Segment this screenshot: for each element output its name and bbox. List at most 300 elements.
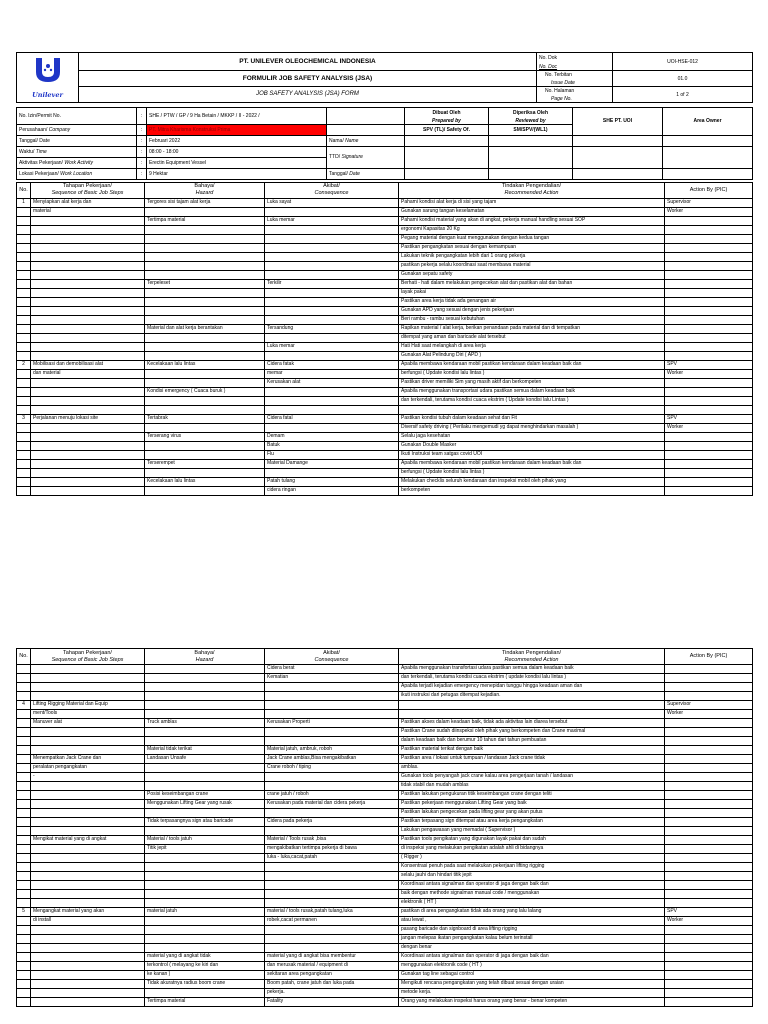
- activity-value: Erectin Equipment Vessel: [147, 157, 327, 168]
- row-pic: [665, 971, 753, 980]
- row-action: Gunakan sepatu safety: [399, 270, 665, 279]
- table-row: [17, 234, 753, 243]
- row-hazard: Tertabrak: [145, 414, 265, 423]
- row-action: Diversif safety driving ( Perilaku mengemudi yg dapat menghindarkan masalah ): [399, 423, 665, 432]
- row-pic: [665, 953, 753, 962]
- row-consequence: sekitaran area pengangkatan: [265, 971, 399, 980]
- row-hazard: [145, 234, 265, 243]
- row-no: [17, 827, 31, 836]
- row-step: [31, 683, 145, 692]
- row-step: Manuver alat: [31, 719, 145, 728]
- table-row: [17, 944, 753, 953]
- row-action: Pastikan terpasang sign ditempat atau area kerja pengangkatan: [399, 818, 665, 827]
- row-consequence: Material jatuh, ambruk, roboh: [265, 746, 399, 755]
- row-step: dan material: [31, 369, 145, 378]
- row-consequence: Cidera pada pekerja: [265, 818, 399, 827]
- row-step: [31, 665, 145, 674]
- row-step: [31, 800, 145, 809]
- meta-label-en: Page No.: [551, 95, 572, 102]
- row-consequence: Demam: [265, 432, 399, 441]
- row-action: Apabila membawa kendaraan mobil pastikan kendaraan dalam keadaan baik dan: [399, 360, 665, 369]
- row-action: ikuti instruksi dari petugas ditempat kejadian.: [399, 692, 665, 701]
- table-row: [17, 405, 753, 414]
- meta-label-en: No. Doc: [539, 63, 558, 70]
- row-no: [17, 369, 31, 378]
- prepared-by-role: SPV (TL)/ Safety Of.: [405, 124, 489, 135]
- row-pic: [665, 252, 753, 261]
- row-hazard: [145, 917, 265, 926]
- row-step: [31, 486, 145, 495]
- row-no: [17, 486, 31, 495]
- row-hazard: [145, 288, 265, 297]
- table-row: [17, 881, 753, 890]
- table-row: [17, 845, 753, 854]
- row-hazard: [145, 342, 265, 351]
- row-action: Gunakan tools penyangah jack crane kalau area pengerjaan tanah / landasan: [399, 773, 665, 782]
- row-hazard: [145, 351, 265, 360]
- row-pic: [665, 270, 753, 279]
- row-no: [17, 297, 31, 306]
- row-pic: [665, 378, 753, 387]
- row-consequence: Material Damange: [265, 459, 399, 468]
- row-no: [17, 818, 31, 827]
- table-row: [17, 737, 753, 746]
- row-pic: [665, 351, 753, 360]
- row-step: [31, 378, 145, 387]
- permit-value: SHE / PTW / GP / 9 Ha Betain / MKKP / II - 2022 /: [147, 108, 327, 125]
- row-consequence: [265, 468, 399, 477]
- row-pic: Worker: [665, 423, 753, 432]
- row-no: [17, 845, 31, 854]
- table-row: [17, 342, 753, 351]
- row-no: [17, 800, 31, 809]
- row-no: [17, 953, 31, 962]
- row-action: menggunakan elektronik code ( HT ): [399, 962, 665, 971]
- table-row: [17, 477, 753, 486]
- row-no: [17, 773, 31, 782]
- row-step: [31, 315, 145, 324]
- row-consequence: [265, 863, 399, 872]
- col-no: No.: [17, 182, 31, 198]
- row-hazard: [145, 450, 265, 459]
- row-no: [17, 935, 31, 944]
- row-action: baik dengan methode signalman manual code / menggunakan: [399, 890, 665, 899]
- row-step: [31, 782, 145, 791]
- row-hazard: Terserang virus: [145, 432, 265, 441]
- table-row: [17, 917, 753, 926]
- row-step: material: [31, 207, 145, 216]
- row-pic: [665, 477, 753, 486]
- row-action: selalu jauhi dan hindari titik jepit: [399, 872, 665, 881]
- row-no: [17, 728, 31, 737]
- prepared-by-label: Dibuat Oleh: [405, 108, 489, 118]
- row-consequence: [265, 306, 399, 315]
- row-pic: [665, 872, 753, 881]
- row-step: [31, 962, 145, 971]
- row-step: Mengangkat material yang akan: [31, 908, 145, 917]
- row-action: Gunakan Alat Pelindung Diri ( APD ): [399, 351, 665, 360]
- row-no: [17, 405, 31, 414]
- row-action: Pastikan material terikat dengan baik: [399, 746, 665, 755]
- col-step: Tahapan Pekerjaan/ Sequence of Basic Job Steps: [31, 182, 145, 198]
- table-row: [17, 351, 753, 360]
- row-no: [17, 333, 31, 342]
- row-hazard: [145, 306, 265, 315]
- document-header: [16, 52, 753, 103]
- row-action: dan terkendali, terutama kondisi cuaca ekstrim ( Update kondisi lalu Lintas ): [399, 396, 665, 405]
- row-no: 2: [17, 360, 31, 369]
- row-hazard: [145, 764, 265, 773]
- row-step: [31, 324, 145, 333]
- row-pic: [665, 486, 753, 495]
- table-row: [17, 719, 753, 728]
- row-action: Apabila menggunakan transportasi udara pastikan semua dalam keadaan baik: [399, 387, 665, 396]
- table-row: [17, 980, 753, 989]
- table-row: [17, 297, 753, 306]
- row-hazard: Tertimpa material: [145, 216, 265, 225]
- row-step: [31, 863, 145, 872]
- table-row: [17, 270, 753, 279]
- row-consequence: cidera ringan: [265, 486, 399, 495]
- row-hazard: [145, 881, 265, 890]
- table-row: [17, 899, 753, 908]
- row-no: [17, 881, 31, 890]
- row-action: Pastikan area kerja tidak ada genangan air: [399, 297, 665, 306]
- row-action: elektronik ( HT ): [399, 899, 665, 908]
- row-action: Hati Hati saat melangkah di area kerja: [399, 342, 665, 351]
- unilever-logo-icon: [28, 56, 68, 90]
- row-pic: [665, 459, 753, 468]
- row-action: Gunakan Double Masker: [399, 441, 665, 450]
- row-action: jangan melepas ikatan pengangkatan kalau belum terinstall: [399, 935, 665, 944]
- row-no: [17, 315, 31, 324]
- row-action: Gunakan sarung tangan keselamatan: [399, 207, 665, 216]
- row-no: [17, 423, 31, 432]
- row-action: Pastikan pekerjaan menggunakan Lifting Gear yang baik: [399, 800, 665, 809]
- meta-label: No. Halaman: [545, 88, 575, 95]
- row-pic: [665, 818, 753, 827]
- row-no: [17, 737, 31, 746]
- table-row: [17, 926, 753, 935]
- row-action: Pastikan lakukan pengukuran titik keseimbangan crane dengan teliti: [399, 791, 665, 800]
- row-pic: SPV: [665, 360, 753, 369]
- row-step: [31, 288, 145, 297]
- row-step: Mengikat material yang di angkat: [31, 836, 145, 845]
- jsa-page-2: [16, 648, 752, 1007]
- row-no: [17, 378, 31, 387]
- row-action: Apabila menggunakan transfortasi udara pastikan semua dalam keadaan baik: [399, 665, 665, 674]
- jsa-table-page-1: [16, 182, 753, 496]
- row-action: Lakukan teknik pengangkatan lebih dari 1 orang pekerja: [399, 252, 665, 261]
- row-step: [31, 827, 145, 836]
- table-row: [17, 701, 753, 710]
- row-action: amblas.: [399, 764, 665, 773]
- row-consequence: [265, 315, 399, 324]
- row-no: [17, 306, 31, 315]
- row-consequence: [265, 899, 399, 908]
- row-step: Menyiapkan alat kerja dan: [31, 198, 145, 207]
- row-pic: [665, 333, 753, 342]
- row-hazard: [145, 701, 265, 710]
- table-row: [17, 441, 753, 450]
- row-hazard: [145, 396, 265, 405]
- row-action: di inspeksi yang melakukan pengikatan adalah ahli di bidangnya: [399, 845, 665, 854]
- table-row: [17, 746, 753, 755]
- row-hazard: [145, 899, 265, 908]
- meta-label: No. Dok: [539, 55, 558, 62]
- row-pic: [665, 980, 753, 989]
- row-pic: [665, 387, 753, 396]
- row-consequence: [265, 701, 399, 710]
- row-no: [17, 989, 31, 998]
- table-row: [17, 935, 753, 944]
- row-no: 5: [17, 908, 31, 917]
- col-pic: Action By (PIC): [665, 182, 753, 198]
- row-pic: [665, 773, 753, 782]
- row-step: [31, 351, 145, 360]
- row-hazard: Kondisi emergency ( Cuaca buruk ): [145, 387, 265, 396]
- row-action: Pastikan pengangkatan sesuai dengan kemampuan: [399, 243, 665, 252]
- row-no: [17, 782, 31, 791]
- row-pic: [665, 836, 753, 845]
- row-pic: [665, 324, 753, 333]
- row-consequence: Kerusakan Properti: [265, 719, 399, 728]
- table-row: [17, 360, 753, 369]
- table-row: [17, 692, 753, 701]
- she-role: SHE PT. UOI: [573, 108, 663, 136]
- row-consequence: [265, 683, 399, 692]
- col-action: Tindakan Pengendalian/ Recommended Action: [399, 182, 665, 198]
- row-pic: [665, 692, 753, 701]
- row-step: [31, 270, 145, 279]
- row-step: [31, 980, 145, 989]
- table-row: [17, 252, 753, 261]
- table-row: [17, 872, 753, 881]
- row-hazard: [145, 207, 265, 216]
- row-pic: [665, 665, 753, 674]
- row-pic: [665, 782, 753, 791]
- row-no: [17, 863, 31, 872]
- row-no: [17, 917, 31, 926]
- row-consequence: Jack Crane amblas,Bisa mengakibatkan: [265, 755, 399, 764]
- table-row: [17, 791, 753, 800]
- table-row: [17, 998, 753, 1007]
- row-step: [31, 468, 145, 477]
- row-consequence: Luka memar: [265, 216, 399, 225]
- table-row: [17, 764, 753, 773]
- row-action: Pastikan lakukan pengecekan pada lifting gear yang akan putus: [399, 809, 665, 818]
- row-consequence: material yang di angkat bisa membentur: [265, 953, 399, 962]
- row-pic: [665, 315, 753, 324]
- table-row: [17, 953, 753, 962]
- table-row: [17, 198, 753, 207]
- row-hazard: [145, 710, 265, 719]
- row-hazard: ke kanan ): [145, 971, 265, 980]
- row-hazard: Tidak akuratnya radius boom crane: [145, 980, 265, 989]
- row-step: [31, 791, 145, 800]
- table-row: [17, 755, 753, 764]
- row-no: [17, 207, 31, 216]
- row-hazard: [145, 944, 265, 953]
- row-hazard: [145, 872, 265, 881]
- row-pic: [665, 674, 753, 683]
- row-no: [17, 459, 31, 468]
- table-row: [17, 378, 753, 387]
- row-pic: [665, 899, 753, 908]
- table-row: [17, 962, 753, 971]
- row-hazard: Truck amblas: [145, 719, 265, 728]
- row-hazard: [145, 827, 265, 836]
- row-action: Selalu jaga kesehatan: [399, 432, 665, 441]
- table-row: [17, 674, 753, 683]
- row-no: 3: [17, 414, 31, 423]
- row-pic: SPV: [665, 908, 753, 917]
- row-hazard: Material / tools jatuh: [145, 836, 265, 845]
- row-no: [17, 809, 31, 818]
- table-row: [17, 827, 753, 836]
- row-hazard: terkontrol ( melayang ke kiri dan: [145, 962, 265, 971]
- row-no: [17, 764, 31, 773]
- row-no: [17, 261, 31, 270]
- row-hazard: [145, 369, 265, 378]
- table-row: [17, 971, 753, 980]
- row-consequence: Boom patah, crane jatuh dan luka pada: [265, 980, 399, 989]
- row-no: [17, 665, 31, 674]
- row-step: [31, 953, 145, 962]
- row-consequence: [265, 333, 399, 342]
- row-consequence: [265, 728, 399, 737]
- row-consequence: Kematian: [265, 674, 399, 683]
- row-step: [31, 333, 145, 342]
- row-consequence: dan merusak material / equipment di: [265, 962, 399, 971]
- row-step: [31, 818, 145, 827]
- row-consequence: [265, 827, 399, 836]
- row-no: 4: [17, 701, 31, 710]
- row-pic: [665, 405, 753, 414]
- row-hazard: [145, 486, 265, 495]
- table-row: [17, 683, 753, 692]
- row-consequence: [265, 387, 399, 396]
- row-pic: [665, 342, 753, 351]
- row-pic: Worker: [665, 917, 753, 926]
- row-pic: [665, 944, 753, 953]
- row-hazard: Tertimpa material: [145, 998, 265, 1007]
- row-step: [31, 728, 145, 737]
- table-row: [17, 414, 753, 423]
- row-consequence: luka - luka,cacat,patah: [265, 854, 399, 863]
- row-step: Mobilisasi dan demobilisasi alat: [31, 360, 145, 369]
- row-consequence: [265, 225, 399, 234]
- row-step: [31, 306, 145, 315]
- row-pic: [665, 279, 753, 288]
- row-consequence: [265, 351, 399, 360]
- row-no: [17, 342, 31, 351]
- row-hazard: [145, 252, 265, 261]
- row-step: [31, 926, 145, 935]
- row-hazard: [145, 737, 265, 746]
- row-step: [31, 225, 145, 234]
- row-consequence: [265, 396, 399, 405]
- row-step: [31, 692, 145, 701]
- row-no: [17, 252, 31, 261]
- row-hazard: [145, 243, 265, 252]
- row-action: ergonomi Kapasitas 20 Kg: [399, 225, 665, 234]
- row-step: [31, 881, 145, 890]
- row-hazard: [145, 674, 265, 683]
- row-no: [17, 468, 31, 477]
- row-pic: [665, 989, 753, 998]
- row-consequence: [265, 405, 399, 414]
- row-consequence: [265, 782, 399, 791]
- row-consequence: Luka sayat: [265, 198, 399, 207]
- row-no: [17, 872, 31, 881]
- row-step: [31, 890, 145, 899]
- table-row: [17, 450, 753, 459]
- row-pic: [665, 306, 753, 315]
- table-row: [17, 728, 753, 737]
- table-row: [17, 863, 753, 872]
- row-action: Mengikuti rencana pengangkatan yang telah dibuat sesuai dengan uraian: [399, 980, 665, 989]
- row-pic: [665, 809, 753, 818]
- row-consequence: Fatality: [265, 998, 399, 1007]
- row-step: di install: [31, 917, 145, 926]
- row-consequence: Batuk: [265, 441, 399, 450]
- issue-number: 01.0: [613, 71, 753, 87]
- row-step: [31, 872, 145, 881]
- row-step: peralatan pengangkatan: [31, 764, 145, 773]
- table-row: [17, 324, 753, 333]
- col-pic: Action By (PIC): [665, 649, 753, 665]
- row-no: [17, 324, 31, 333]
- row-pic: [665, 243, 753, 252]
- row-step: [31, 459, 145, 468]
- form-title: FORMULIR JOB SAFETY ANALYSIS (JSA): [79, 71, 537, 87]
- row-action: [399, 710, 665, 719]
- row-step: [31, 405, 145, 414]
- meta-label: No. Terbitan: [545, 72, 572, 79]
- row-hazard: [145, 378, 265, 387]
- row-hazard: [145, 926, 265, 935]
- row-hazard: Posisi keseimbangan crane: [145, 791, 265, 800]
- area-owner-role: Area Owner: [663, 108, 753, 136]
- row-consequence: [265, 270, 399, 279]
- row-step: [31, 477, 145, 486]
- row-no: [17, 854, 31, 863]
- row-action: berfungsi ( Update kondisi lalu lintas ): [399, 369, 665, 378]
- row-hazard: Kecelakaan lalu lintas: [145, 477, 265, 486]
- row-pic: [665, 683, 753, 692]
- row-consequence: Material / Tools rusak ,bisa: [265, 836, 399, 845]
- date-value: Februari 2022: [147, 135, 327, 146]
- row-no: [17, 998, 31, 1007]
- row-hazard: material yang di angkat tidak: [145, 953, 265, 962]
- company-value: PT. Mitra Kharisma Konstruksi Prima: [147, 124, 327, 135]
- row-no: [17, 234, 31, 243]
- row-hazard: Material tidak terikat: [145, 746, 265, 755]
- form-subtitle: JOB SAFETY ANALYSIS (JSA) FORM: [79, 87, 537, 103]
- table-row: [17, 423, 753, 432]
- row-step: [31, 998, 145, 1007]
- row-no: [17, 692, 31, 701]
- row-action: Pahami kondisi material yang akan di angkat, pekerja manual handling sesuai SOP: [399, 216, 665, 225]
- row-action: Pastikan akses dalam keadaan baik, tidak ada aktivitas lain diarea tersebut: [399, 719, 665, 728]
- row-pic: [665, 288, 753, 297]
- row-consequence: [265, 890, 399, 899]
- row-step: [31, 441, 145, 450]
- row-no: [17, 962, 31, 971]
- row-pic: [665, 827, 753, 836]
- row-hazard: [145, 782, 265, 791]
